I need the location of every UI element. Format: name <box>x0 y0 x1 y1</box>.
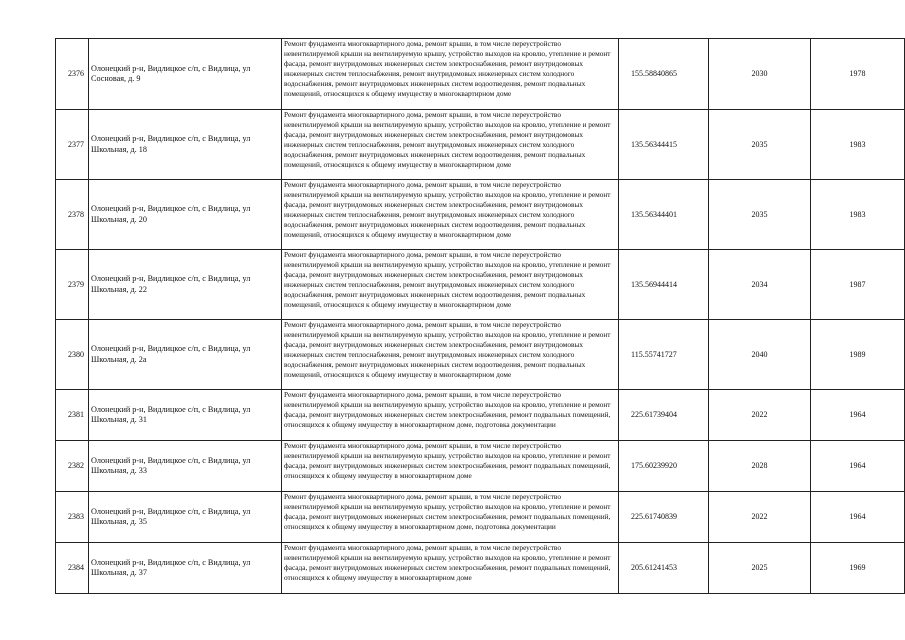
work-description-cell: Ремонт фундамента многоквартирного дома, ремонт крыши, в том числе переустройство невентилируемой крыши на вентилируемую крышу, устройство выходов на кровлю, утепление и ремонт фасада, ремонт внутридомовых инженерных систем электроснабжения, ремонт внутридомовых инженерных систем теплоснабжения, ремонт внутридомовых инженерных систем холодного водоснабжения, ремонт внутридомовых инженерных систем водоотведения, ремонт подвальных помещений, относящихся к общему имуществу в многоквартирном доме <box>282 110 619 180</box>
address-cell: Олонецкий р-н, Видлицкое с/п, с Видлица, ул Школьная, д. 31 <box>89 390 282 441</box>
row-number: 2378 <box>56 180 89 250</box>
row-number: 2382 <box>56 441 89 492</box>
table-row <box>56 441 905 492</box>
build-year-cell: 1978 <box>811 39 905 110</box>
cost-cell: 225.61739404 <box>619 390 709 441</box>
table-row <box>56 390 905 441</box>
work-description-cell: Ремонт фундамента многоквартирного дома, ремонт крыши, в том числе переустройство невентилируемой крыши на вентилируемую крышу, устройство выходов на кровлю, утепление и ремонт фасада, ремонт внутридомовых инженерных систем электроснабжения, ремонт внутридомовых инженерных систем теплоснабжения, ремонт внутридомовых инженерных систем холодного водоснабжения, ремонт внутридомовых инженерных систем водоотведения, ремонт подвальных помещений, относящихся к общему имуществу в многоквартирном доме <box>282 320 619 390</box>
cost-cell: 135.56944414 <box>619 250 709 320</box>
planned-year-cell: 2035 <box>709 110 811 180</box>
address-cell: Олонецкий р-н, Видлицкое с/п, с Видлица, ул Школьная, д. 18 <box>89 110 282 180</box>
table-row <box>56 180 905 250</box>
row-number: 2380 <box>56 320 89 390</box>
cost-cell: 205.61241453 <box>619 543 709 594</box>
row-number: 2377 <box>56 110 89 180</box>
work-description-cell: Ремонт фундамента многоквартирного дома, ремонт крыши, в том числе переустройство невентилируемой крыши на вентилируемую крышу, устройство выходов на кровлю, утепление и ремонт фасада, ремонт внутридомовых инженерных систем электроснабжения, ремонт внутридомовых инженерных систем теплоснабжения, ремонт внутридомовых инженерных систем холодного водоснабжения, ремонт внутридомовых инженерных систем водоотведения, ремонт подвальных помещений, относящихся к общему имуществу в многоквартирном доме <box>282 39 619 110</box>
row-number: 2376 <box>56 39 89 110</box>
cost-cell: 155.58840865 <box>619 39 709 110</box>
build-year-cell: 1964 <box>811 441 905 492</box>
planned-year-cell: 2035 <box>709 180 811 250</box>
planned-year-cell: 2028 <box>709 441 811 492</box>
cost-cell: 115.55741727 <box>619 320 709 390</box>
address-cell: Олонецкий р-н, Видлицкое с/п, с Видлица, ул Школьная, д. 37 <box>89 543 282 594</box>
work-description-cell: Ремонт фундамента многоквартирного дома, ремонт крыши, в том числе переустройство невентилируемой крыши на вентилируемую крышу, устройство выходов на кровлю, утепление и ремонт фасада, ремонт внутридомовых инженерных систем электроснабжения, ремонт внутридомовых инженерных систем теплоснабжения, ремонт внутридомовых инженерных систем холодного водоснабжения, ремонт внутридомовых инженерных систем водоотведения, ремонт подвальных помещений, относящихся к общему имуществу в многоквартирном доме <box>282 180 619 250</box>
planned-year-cell: 2025 <box>709 543 811 594</box>
work-description-cell: Ремонт фундамента многоквартирного дома, ремонт крыши, в том числе переустройство невентилируемой крыши на вентилируемую крышу, устройство выходов на кровлю, утепление и ремонт фасада, ремонт внутридомовых инженерных систем электроснабжения, ремонт подвальных помещений, относящихся к общему имуществу в многоквартирном доме, подготовка документации <box>282 390 619 441</box>
table-row <box>56 39 905 110</box>
table-row <box>56 320 905 390</box>
build-year-cell: 1989 <box>811 320 905 390</box>
build-year-cell: 1983 <box>811 180 905 250</box>
table-row <box>56 492 905 543</box>
cost-cell: 135.56344415 <box>619 110 709 180</box>
address-cell: Олонецкий р-н, Видлицкое с/п, с Видлица, ул Школьная, д. 33 <box>89 441 282 492</box>
row-number: 2384 <box>56 543 89 594</box>
address-cell: Олонецкий р-н, Видлицкое с/п, с Видлица, ул Школьная, д. 2а <box>89 320 282 390</box>
work-description-cell: Ремонт фундамента многоквартирного дома, ремонт крыши, в том числе переустройство невентилируемой крыши на вентилируемую крышу, устройство выходов на кровлю, утепление и ремонт фасада, ремонт внутридомовых инженерных систем электроснабжения, ремонт внутридомовых инженерных систем теплоснабжения, ремонт внутридомовых инженерных систем холодного водоснабжения, ремонт внутридомовых инженерных систем водоотведения, ремонт подвальных помещений, относящихся к общему имуществу в многоквартирном доме <box>282 250 619 320</box>
work-description-cell: Ремонт фундамента многоквартирного дома, ремонт крыши, в том числе переустройство невентилируемой крыши на вентилируемую крышу, устройство выходов на кровлю, утепление и ремонт фасада, ремонт внутридомовых инженерных систем электроснабжения, ремонт подвальных помещений, относящихся к общему имуществу в многоквартирном доме <box>282 441 619 492</box>
table-row <box>56 250 905 320</box>
work-description-cell: Ремонт фундамента многоквартирного дома, ремонт крыши, в том числе переустройство невентилируемой крыши на вентилируемую крышу, устройство выходов на кровлю, утепление и ремонт фасада, ремонт внутридомовых инженерных систем электроснабжения, ремонт подвальных помещений, относящихся к общему имуществу в многоквартирном доме, подготовка документации <box>282 492 619 543</box>
table-row <box>56 110 905 180</box>
build-year-cell: 1969 <box>811 543 905 594</box>
work-description-cell: Ремонт фундамента многоквартирного дома, ремонт крыши, в том числе переустройство невентилируемой крыши на вентилируемую крышу, устройство выходов на кровлю, утепление и ремонт фасада, ремонт внутридомовых инженерных систем электроснабжения, ремонт подвальных помещений, относящихся к общему имуществу в многоквартирном доме <box>282 543 619 594</box>
cost-cell: 135.56344401 <box>619 180 709 250</box>
planned-year-cell: 2030 <box>709 39 811 110</box>
cost-cell: 175.60239920 <box>619 441 709 492</box>
build-year-cell: 1964 <box>811 390 905 441</box>
build-year-cell: 1983 <box>811 110 905 180</box>
build-year-cell: 1987 <box>811 250 905 320</box>
planned-year-cell: 2022 <box>709 390 811 441</box>
planned-year-cell: 2040 <box>709 320 811 390</box>
row-number: 2379 <box>56 250 89 320</box>
cost-cell: 225.61740839 <box>619 492 709 543</box>
address-cell: Олонецкий р-н, Видлицкое с/п, с Видлица, ул Сосновая, д. 9 <box>89 39 282 110</box>
address-cell: Олонецкий р-н, Видлицкое с/п, с Видлица, ул Школьная, д. 20 <box>89 180 282 250</box>
planned-year-cell: 2034 <box>709 250 811 320</box>
table-row <box>56 543 905 594</box>
row-number: 2383 <box>56 492 89 543</box>
planned-year-cell: 2022 <box>709 492 811 543</box>
address-cell: Олонецкий р-н, Видлицкое с/п, с Видлица, ул Школьная, д. 35 <box>89 492 282 543</box>
housing-repair-table <box>55 38 905 594</box>
address-cell: Олонецкий р-н, Видлицкое с/п, с Видлица, ул Школьная, д. 22 <box>89 250 282 320</box>
row-number: 2381 <box>56 390 89 441</box>
build-year-cell: 1964 <box>811 492 905 543</box>
